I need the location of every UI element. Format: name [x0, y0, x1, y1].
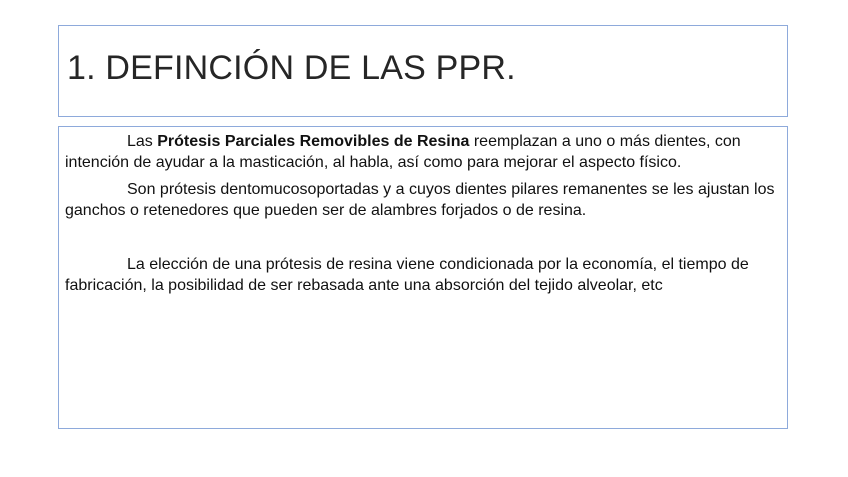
paragraph-choice: La elección de una prótesis de resina viene condicionada por la economía, el tiempo de fabricación, la posibilidad de ser rebasada ante una absorción del tejido alveolar, etc: [65, 256, 749, 294]
body-placeholder: [58, 126, 788, 429]
paragraph-support: Son prótesis dentomucosoportadas y a cuyos dientes pilares remanentes se les ajustan los ganchos o retenedores que pueden ser de alambres forjados o de resina.: [65, 181, 775, 219]
title-placeholder: [58, 25, 788, 117]
paragraph-definition-lead: Las: [127, 133, 158, 150]
paragraph-definition: [65, 131, 781, 173]
paragraph-definition-term: Prótesis Parciales Removibles de Resina: [157, 133, 470, 150]
slide-title: 1. DEFINCIÓN DE LAS PPR.: [67, 49, 516, 87]
paragraph-definition-rest: reemplazan a uno o más dientes, con intención de ayudar a la masticación, al habla, así como para mejorar el aspecto físico.: [65, 133, 741, 171]
